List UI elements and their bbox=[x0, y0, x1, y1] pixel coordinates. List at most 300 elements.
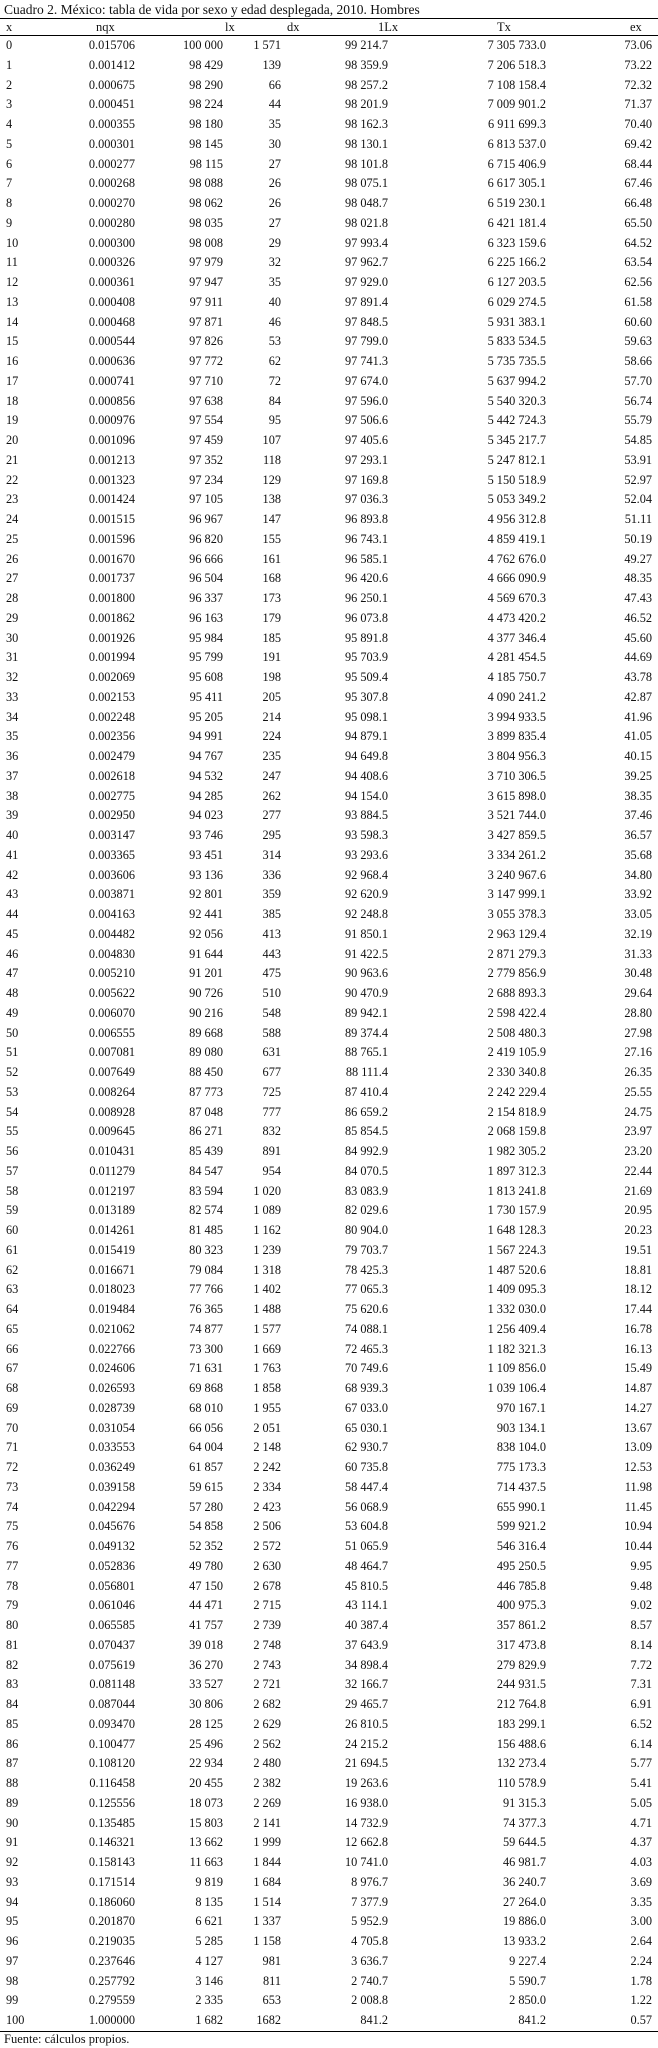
cell-ex: 49.27 bbox=[624, 551, 652, 566]
cell-nqx: 0.001515 bbox=[88, 512, 135, 527]
cell-ex: 9.02 bbox=[630, 1598, 652, 1613]
cell-nqx: 0.006070 bbox=[88, 1005, 135, 1020]
cell-dx: 147 bbox=[262, 512, 281, 527]
cell-ex: 14.27 bbox=[624, 1400, 652, 1415]
cell-1lx: 5 952.9 bbox=[351, 1914, 388, 1929]
cell-nqx: 0.219035 bbox=[88, 1934, 135, 1949]
cell-ex: 6.14 bbox=[630, 1736, 652, 1751]
table-row bbox=[0, 1754, 658, 1774]
table-row bbox=[0, 806, 658, 826]
cell-ex: 38.35 bbox=[624, 788, 652, 803]
cell-lx: 98 429 bbox=[189, 57, 223, 72]
cell-nqx: 0.237646 bbox=[88, 1953, 135, 1968]
cell-dx: 1 089 bbox=[253, 1203, 281, 1218]
cell-dx: 235 bbox=[262, 749, 281, 764]
cell-x: 77 bbox=[6, 1558, 19, 1573]
cell-x: 25 bbox=[6, 531, 19, 546]
cell-nqx: 0.146321 bbox=[88, 1835, 135, 1850]
cell-tx: 3 334 261.2 bbox=[487, 847, 546, 862]
cell-dx: 891 bbox=[262, 1144, 281, 1159]
cell-tx: 6 127 203.5 bbox=[487, 275, 546, 290]
cell-nqx: 0.001994 bbox=[88, 650, 135, 665]
cell-tx: 1 109 856.0 bbox=[487, 1361, 546, 1376]
cell-1lx: 94 154.0 bbox=[344, 788, 388, 803]
cell-tx: 2 242 229.4 bbox=[487, 1084, 546, 1099]
cell-tx: 6 323 159.6 bbox=[487, 235, 546, 250]
cell-x: 13 bbox=[6, 294, 19, 309]
cell-x: 38 bbox=[6, 788, 19, 803]
cell-dx: 1 020 bbox=[253, 1183, 281, 1198]
cell-ex: 31.33 bbox=[624, 946, 652, 961]
cell-dx: 2 721 bbox=[253, 1677, 281, 1692]
cell-lx: 94 991 bbox=[189, 729, 223, 744]
cell-x: 63 bbox=[6, 1282, 19, 1297]
cell-lx: 57 280 bbox=[189, 1499, 223, 1514]
cell-tx: 3 427 859.5 bbox=[487, 828, 546, 843]
cell-nqx: 0.010431 bbox=[88, 1144, 135, 1159]
table-row bbox=[0, 1419, 658, 1439]
cell-tx: 6 715 406.9 bbox=[487, 156, 546, 171]
cell-lx: 11 663 bbox=[189, 1855, 223, 1870]
cell-nqx: 0.013189 bbox=[88, 1203, 135, 1218]
cell-dx: 2 334 bbox=[253, 1479, 281, 1494]
cell-dx: 262 bbox=[262, 788, 281, 803]
cell-dx: 205 bbox=[262, 689, 281, 704]
cell-1lx: 89 374.4 bbox=[344, 1025, 388, 1040]
cell-1lx: 93 598.3 bbox=[344, 828, 388, 843]
cell-nqx: 0.001596 bbox=[88, 531, 135, 546]
cell-x: 57 bbox=[6, 1163, 19, 1178]
cell-ex: 20.23 bbox=[624, 1223, 652, 1238]
cell-nqx: 0.108120 bbox=[88, 1756, 135, 1771]
cell-1lx: 87 410.4 bbox=[344, 1084, 388, 1099]
cell-dx: 26 bbox=[268, 176, 281, 191]
cell-x: 43 bbox=[6, 887, 19, 902]
table-row bbox=[0, 1221, 658, 1241]
table-row bbox=[0, 1063, 658, 1083]
cell-1lx: 14 732.9 bbox=[344, 1815, 388, 1830]
cell-ex: 57.70 bbox=[624, 373, 652, 388]
cell-ex: 73.06 bbox=[624, 38, 652, 52]
cell-tx: 74 377.3 bbox=[502, 1815, 546, 1830]
cell-1lx: 98 075.1 bbox=[344, 176, 388, 191]
cell-tx: 357 861.2 bbox=[496, 1618, 546, 1633]
cell-lx: 39 018 bbox=[189, 1637, 223, 1652]
cell-nqx: 0.001213 bbox=[88, 452, 135, 467]
cell-tx: 7 009 901.2 bbox=[487, 97, 546, 112]
cell-dx: 1 488 bbox=[253, 1302, 281, 1317]
cell-ex: 51.11 bbox=[624, 512, 652, 527]
cell-x: 29 bbox=[6, 610, 19, 625]
cell-dx: 168 bbox=[262, 571, 281, 586]
cell-tx: 27 264.0 bbox=[502, 1894, 546, 1909]
cell-dx: 84 bbox=[268, 393, 281, 408]
cell-tx: 2 508 480.3 bbox=[487, 1025, 546, 1040]
cell-1lx: 10 741.0 bbox=[344, 1855, 388, 1870]
cell-nqx: 0.003365 bbox=[88, 847, 135, 862]
cell-nqx: 0.003147 bbox=[88, 828, 135, 843]
cell-x: 0 bbox=[6, 38, 13, 52]
cell-ex: 41.05 bbox=[624, 729, 652, 744]
cell-nqx: 0.045676 bbox=[88, 1519, 135, 1534]
header-lx: lx bbox=[225, 20, 235, 34]
cell-lx: 98 145 bbox=[189, 136, 223, 151]
cell-tx: 1 730 157.9 bbox=[487, 1203, 546, 1218]
cell-ex: 5.05 bbox=[630, 1795, 652, 1810]
cell-x: 82 bbox=[6, 1657, 19, 1672]
cell-1lx: 53 604.8 bbox=[344, 1519, 388, 1534]
cell-1lx: 77 065.3 bbox=[344, 1282, 388, 1297]
cell-ex: 42.87 bbox=[624, 689, 652, 704]
cell-x: 70 bbox=[6, 1420, 19, 1435]
table-row bbox=[0, 747, 658, 767]
table-header bbox=[0, 19, 658, 35]
cell-1lx: 32 166.7 bbox=[344, 1677, 388, 1692]
cell-1lx: 97 799.0 bbox=[344, 334, 388, 349]
table-row bbox=[0, 1814, 658, 1834]
table-row bbox=[0, 2011, 658, 2031]
cell-nqx: 0.001424 bbox=[88, 492, 135, 507]
cell-lx: 94 023 bbox=[189, 808, 223, 823]
table-row bbox=[0, 1478, 658, 1498]
cell-x: 52 bbox=[6, 1065, 19, 1080]
cell-x: 1 bbox=[6, 57, 13, 72]
cell-lx: 97 947 bbox=[189, 275, 223, 290]
cell-1lx: 29 465.7 bbox=[344, 1697, 388, 1712]
table-row bbox=[0, 1182, 658, 1202]
cell-tx: 6 029 274.5 bbox=[487, 294, 546, 309]
table-row bbox=[0, 1359, 658, 1379]
cell-lx: 93 136 bbox=[189, 867, 223, 882]
cell-lx: 79 084 bbox=[189, 1262, 223, 1277]
cell-tx: 838 104.0 bbox=[496, 1440, 546, 1455]
cell-1lx: 51 065.9 bbox=[344, 1539, 388, 1554]
cell-x: 72 bbox=[6, 1460, 19, 1475]
cell-lx: 97 554 bbox=[189, 413, 223, 428]
cell-x: 18 bbox=[6, 393, 19, 408]
table-row bbox=[0, 885, 658, 905]
cell-x: 6 bbox=[6, 156, 13, 171]
cell-ex: 30.48 bbox=[624, 966, 652, 981]
cell-dx: 2 506 bbox=[253, 1519, 281, 1534]
cell-x: 37 bbox=[6, 768, 19, 783]
cell-x: 60 bbox=[6, 1223, 19, 1238]
cell-ex: 13.67 bbox=[624, 1420, 652, 1435]
cell-nqx: 0.257792 bbox=[88, 1973, 135, 1988]
cell-dx: 1 763 bbox=[253, 1361, 281, 1376]
cell-lx: 69 868 bbox=[189, 1381, 223, 1396]
cell-tx: 5 540 320.3 bbox=[487, 393, 546, 408]
cell-tx: 903 134.1 bbox=[496, 1420, 546, 1435]
table-row bbox=[0, 1735, 658, 1755]
cell-dx: 631 bbox=[262, 1045, 281, 1060]
cell-1lx: 58 447.4 bbox=[344, 1479, 388, 1494]
cell-lx: 95 411 bbox=[189, 689, 223, 704]
cell-1lx: 96 585.1 bbox=[344, 551, 388, 566]
cell-ex: 3.35 bbox=[630, 1894, 652, 1909]
cell-lx: 59 615 bbox=[189, 1479, 223, 1494]
cell-ex: 73.22 bbox=[624, 57, 652, 72]
cell-tx: 1 567 224.3 bbox=[487, 1242, 546, 1257]
header-x: x bbox=[6, 20, 13, 34]
cell-tx: 4 569 670.3 bbox=[487, 591, 546, 606]
cell-ex: 44.69 bbox=[624, 650, 652, 665]
cell-1lx: 98 201.9 bbox=[344, 97, 388, 112]
table-row bbox=[0, 1103, 658, 1123]
table-row bbox=[0, 668, 658, 688]
cell-1lx: 90 963.6 bbox=[344, 966, 388, 981]
cell-1lx: 94 408.6 bbox=[344, 768, 388, 783]
cell-x: 24 bbox=[6, 512, 19, 527]
cell-x: 81 bbox=[6, 1637, 19, 1652]
cell-tx: 4 956 312.8 bbox=[487, 512, 546, 527]
cell-nqx: 0.004830 bbox=[88, 946, 135, 961]
cell-lx: 97 234 bbox=[189, 472, 223, 487]
cell-tx: 6 421 181.4 bbox=[487, 215, 546, 230]
cell-nqx: 0.000408 bbox=[88, 294, 135, 309]
cell-lx: 87 773 bbox=[189, 1084, 223, 1099]
cell-tx: 2 419 105.9 bbox=[487, 1045, 546, 1060]
cell-lx: 96 337 bbox=[189, 591, 223, 606]
cell-tx: 5 150 518.9 bbox=[487, 472, 546, 487]
cell-x: 32 bbox=[6, 670, 19, 685]
cell-lx: 97 105 bbox=[189, 492, 223, 507]
table-row bbox=[0, 1379, 658, 1399]
cell-lx: 76 365 bbox=[189, 1302, 223, 1317]
cell-dx: 677 bbox=[262, 1065, 281, 1080]
cell-lx: 90 216 bbox=[189, 1005, 223, 1020]
cell-dx: 475 bbox=[262, 966, 281, 981]
cell-x: 73 bbox=[6, 1479, 19, 1494]
table-row bbox=[0, 708, 658, 728]
cell-dx: 107 bbox=[262, 433, 281, 448]
cell-ex: 45.60 bbox=[624, 630, 652, 645]
cell-dx: 1 684 bbox=[253, 1874, 281, 1889]
cell-x: 85 bbox=[6, 1716, 19, 1731]
cell-nqx: 0.007081 bbox=[88, 1045, 135, 1060]
table-row bbox=[0, 273, 658, 293]
cell-ex: 2.24 bbox=[630, 1953, 652, 1968]
cell-lx: 98 180 bbox=[189, 117, 223, 131]
cell-ex: 71.37 bbox=[624, 97, 652, 112]
cell-tx: 5 442 724.3 bbox=[487, 413, 546, 428]
cell-ex: 1.22 bbox=[630, 1993, 652, 2008]
cell-1lx: 7 377.9 bbox=[351, 1894, 388, 1909]
cell-lx: 6 621 bbox=[195, 1914, 223, 1929]
cell-dx: 314 bbox=[262, 847, 281, 862]
cell-ex: 28.80 bbox=[624, 1005, 652, 1020]
cell-lx: 84 547 bbox=[189, 1163, 223, 1178]
cell-tx: 6 519 230.1 bbox=[487, 196, 546, 211]
cell-ex: 6.52 bbox=[630, 1716, 652, 1731]
cell-nqx: 0.000544 bbox=[88, 334, 135, 349]
cell-x: 65 bbox=[6, 1321, 19, 1336]
cell-1lx: 24 215.2 bbox=[344, 1736, 388, 1751]
cell-lx: 54 858 bbox=[189, 1519, 223, 1534]
cell-dx: 1 571 bbox=[253, 38, 281, 52]
cell-dx: 26 bbox=[268, 196, 281, 211]
cell-ex: 16.78 bbox=[624, 1321, 652, 1336]
cell-1lx: 96 743.1 bbox=[344, 531, 388, 546]
cell-tx: 110 578.9 bbox=[497, 1776, 546, 1791]
cell-ex: 1.78 bbox=[630, 1973, 652, 1988]
cell-1lx: 97 596.0 bbox=[344, 393, 388, 408]
cell-ex: 46.52 bbox=[624, 610, 652, 625]
table-row bbox=[0, 451, 658, 471]
table-row bbox=[0, 1083, 658, 1103]
cell-1lx: 4 705.8 bbox=[351, 1934, 388, 1949]
cell-1lx: 86 659.2 bbox=[344, 1104, 388, 1119]
cell-ex: 16.13 bbox=[624, 1341, 652, 1356]
table-row bbox=[0, 1320, 658, 1340]
table-row bbox=[0, 36, 658, 56]
cell-dx: 173 bbox=[262, 591, 281, 606]
cell-x: 44 bbox=[6, 907, 19, 922]
table-row bbox=[0, 1873, 658, 1893]
cell-x: 86 bbox=[6, 1736, 19, 1751]
cell-x: 34 bbox=[6, 709, 19, 724]
cell-nqx: 0.003606 bbox=[88, 867, 135, 882]
cell-x: 69 bbox=[6, 1400, 19, 1415]
cell-x: 51 bbox=[6, 1045, 19, 1060]
cell-tx: 1 332 030.0 bbox=[487, 1302, 546, 1317]
cell-nqx: 0.031054 bbox=[88, 1420, 135, 1435]
cell-ex: 67.46 bbox=[624, 176, 652, 191]
cell-nqx: 0.087044 bbox=[88, 1697, 135, 1712]
cell-nqx: 0.001926 bbox=[88, 630, 135, 645]
cell-ex: 7.72 bbox=[630, 1657, 652, 1672]
cell-nqx: 0.021062 bbox=[88, 1321, 135, 1336]
cell-1lx: 98 021.8 bbox=[344, 215, 388, 230]
table-row bbox=[0, 688, 658, 708]
cell-ex: 13.09 bbox=[624, 1440, 652, 1455]
cell-tx: 13 933.2 bbox=[502, 1934, 546, 1949]
cell-tx: 1 256 409.4 bbox=[487, 1321, 546, 1336]
cell-ex: 0.57 bbox=[630, 2013, 652, 2028]
cell-1lx: 97 929.0 bbox=[344, 275, 388, 290]
cell-lx: 89 668 bbox=[189, 1025, 223, 1040]
cell-lx: 97 979 bbox=[189, 255, 223, 270]
cell-1lx: 97 741.3 bbox=[344, 354, 388, 369]
cell-nqx: 0.081148 bbox=[89, 1677, 135, 1692]
table-row bbox=[0, 1438, 658, 1458]
cell-tx: 2 154 818.9 bbox=[487, 1104, 546, 1119]
cell-ex: 18.12 bbox=[624, 1282, 652, 1297]
header-dx: dx bbox=[287, 20, 300, 34]
cell-x: 45 bbox=[6, 926, 19, 941]
cell-dx: 224 bbox=[262, 729, 281, 744]
cell-tx: 2 688 893.3 bbox=[487, 986, 546, 1001]
cell-tx: 446 785.8 bbox=[496, 1578, 546, 1593]
cell-x: 8 bbox=[6, 196, 13, 211]
cell-nqx: 0.003871 bbox=[88, 887, 135, 902]
table-row bbox=[0, 945, 658, 965]
cell-1lx: 97 993.4 bbox=[344, 235, 388, 250]
cell-lx: 97 911 bbox=[189, 294, 223, 309]
cell-x: 89 bbox=[6, 1795, 19, 1810]
cell-lx: 97 459 bbox=[189, 433, 223, 448]
cell-1lx: 56 068.9 bbox=[344, 1499, 388, 1514]
cell-ex: 55.79 bbox=[624, 413, 652, 428]
cell-1lx: 88 111.4 bbox=[345, 1065, 388, 1080]
cell-1lx: 98 257.2 bbox=[344, 77, 388, 92]
cell-dx: 29 bbox=[268, 235, 281, 250]
cell-tx: 1 487 520.6 bbox=[487, 1262, 546, 1277]
cell-nqx: 0.042294 bbox=[88, 1499, 135, 1514]
cell-x: 12 bbox=[6, 275, 19, 290]
cell-dx: 2 630 bbox=[253, 1558, 281, 1573]
cell-tx: 3 710 306.5 bbox=[487, 768, 546, 783]
cell-tx: 4 762 676.0 bbox=[487, 551, 546, 566]
table-row bbox=[0, 214, 658, 234]
cell-x: 40 bbox=[6, 828, 19, 843]
cell-x: 42 bbox=[6, 867, 19, 882]
cell-ex: 36.57 bbox=[624, 828, 652, 843]
cell-dx: 2 051 bbox=[253, 1420, 281, 1435]
cell-ex: 10.44 bbox=[624, 1539, 652, 1554]
table-row bbox=[0, 1715, 658, 1735]
cell-ex: 24.75 bbox=[624, 1104, 652, 1119]
cell-nqx: 0.008264 bbox=[88, 1084, 135, 1099]
cell-ex: 62.56 bbox=[624, 275, 652, 290]
cell-lx: 98 008 bbox=[189, 235, 223, 250]
cell-tx: 156 488.6 bbox=[496, 1736, 546, 1751]
cell-x: 68 bbox=[6, 1381, 19, 1396]
cell-dx: 247 bbox=[262, 768, 281, 783]
cell-nqx: 1.000000 bbox=[88, 2013, 135, 2028]
cell-x: 41 bbox=[6, 847, 19, 862]
cell-1lx: 79 703.7 bbox=[344, 1242, 388, 1257]
cell-x: 33 bbox=[6, 689, 19, 704]
cell-tx: 317 473.8 bbox=[496, 1637, 546, 1652]
cell-nqx: 0.001412 bbox=[88, 57, 135, 72]
table-row bbox=[0, 1774, 658, 1794]
table-row bbox=[0, 787, 658, 807]
table-row bbox=[0, 905, 658, 925]
cell-1lx: 19 263.6 bbox=[344, 1776, 388, 1791]
cell-1lx: 72 465.3 bbox=[344, 1341, 388, 1356]
table-row bbox=[0, 471, 658, 491]
cell-tx: 5 247 812.1 bbox=[487, 452, 546, 467]
cell-nqx: 0.061046 bbox=[88, 1598, 135, 1613]
cell-nqx: 0.116458 bbox=[89, 1776, 135, 1791]
table-row bbox=[0, 95, 658, 115]
cell-lx: 97 352 bbox=[189, 452, 223, 467]
cell-nqx: 0.015419 bbox=[88, 1242, 135, 1257]
cell-1lx: 84 070.5 bbox=[344, 1163, 388, 1178]
cell-dx: 179 bbox=[262, 610, 281, 625]
cell-lx: 18 073 bbox=[189, 1795, 223, 1810]
cell-tx: 2 850.0 bbox=[509, 1993, 546, 2008]
cell-x: 88 bbox=[6, 1776, 19, 1791]
cell-1lx: 97 962.7 bbox=[344, 255, 388, 270]
cell-lx: 3 146 bbox=[195, 1973, 223, 1988]
cell-1lx: 83 083.9 bbox=[344, 1183, 388, 1198]
cell-tx: 5 637 994.2 bbox=[487, 373, 546, 388]
cell-nqx: 0.001096 bbox=[88, 433, 135, 448]
table-row bbox=[0, 56, 658, 76]
cell-lx: 98 224 bbox=[189, 97, 223, 112]
cell-x: 56 bbox=[6, 1144, 19, 1159]
cell-lx: 94 767 bbox=[189, 749, 223, 764]
cell-1lx: 92 968.4 bbox=[344, 867, 388, 882]
table-row bbox=[0, 629, 658, 649]
cell-tx: 5 735 735.5 bbox=[487, 354, 546, 369]
cell-nqx: 0.201870 bbox=[88, 1914, 135, 1929]
cell-lx: 73 300 bbox=[189, 1341, 223, 1356]
cell-ex: 41.96 bbox=[624, 709, 652, 724]
cell-ex: 5.41 bbox=[630, 1776, 652, 1791]
